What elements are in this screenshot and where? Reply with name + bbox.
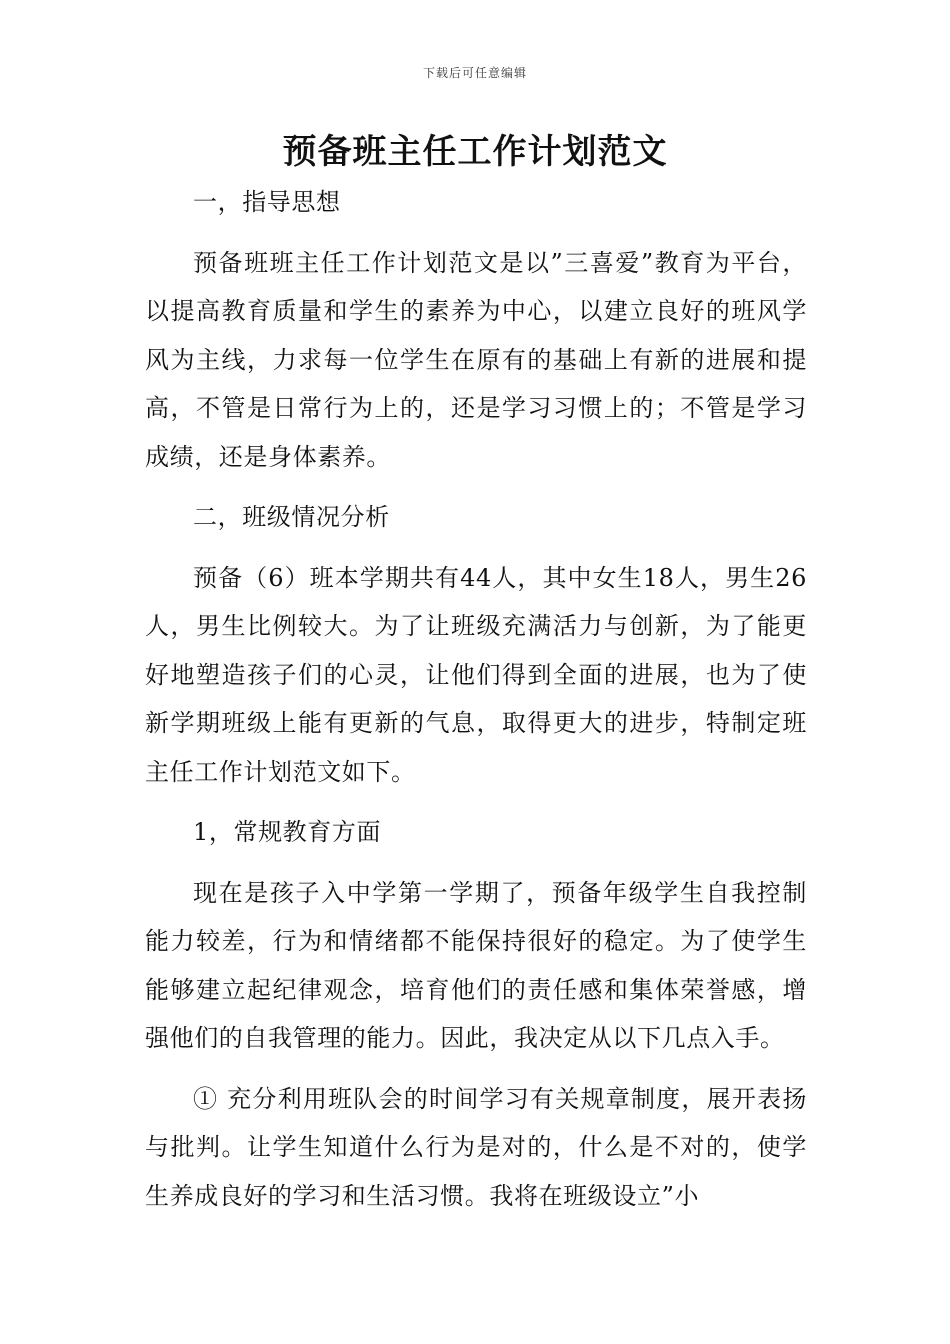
paragraph-item-1: ① 充分利用班队会的时间学习有关规章制度，展开表扬与批判。让学生知道什么行为是对的，什么是不对的，使学生养成良好的学习和生活习惯。我将在班级设立”小	[145, 1084, 807, 1210]
paragraph-gap	[145, 857, 807, 869]
document-body	[145, 178, 807, 1220]
header-note: 下载后可任意编辑	[422, 66, 527, 80]
paragraph-guiding-thought: 预备班班主任工作计划范文是以”三喜爱”教育为平台，以提高教育质量和学生的素养为中心，以建立良好的班风学风为主线，力求每一位学生在原有的基础上有新的进展和提高，不管是日常行为上的，还是学习习惯上的；不管是学习成绩，还是身体素养。	[145, 248, 807, 471]
paragraph-routine-education: 现在是孩子入中学第一学期了，预备年级学生自我控制能力较差，行为和情绪都不能保持很好的稳定。为了使学生能够建立起纪律观念，培育他们的责任感和集体荣誉感，增强他们的自我管理的能力。因此，我决定从以下几点入手。	[145, 878, 807, 1052]
section-heading-guiding-thought: 一，指导思想	[193, 188, 341, 216]
paragraph-gap	[145, 542, 807, 554]
paragraph-class-analysis: 预备（6）班本学期共有44人，其中女生18人，男生26人，男生比例较大。为了让班级充满活力与创新，为了能更好地塑造孩子们的心灵，让他们得到全面的进展，也为了使新学期班级上能有更新的气息，取得更大的进步，特制定班主任工作计划范文如下。	[145, 563, 807, 786]
paragraph-gap	[145, 1063, 807, 1075]
paragraph-gap	[145, 227, 807, 239]
section-heading-routine-education: 1，常规教育方面	[193, 818, 382, 846]
paragraph-gap	[145, 481, 807, 493]
paragraph-gap	[145, 796, 807, 808]
document-title: 预备班主任工作计划范文	[282, 132, 668, 172]
section-heading-class-analysis: 二，班级情况分析	[193, 503, 390, 531]
